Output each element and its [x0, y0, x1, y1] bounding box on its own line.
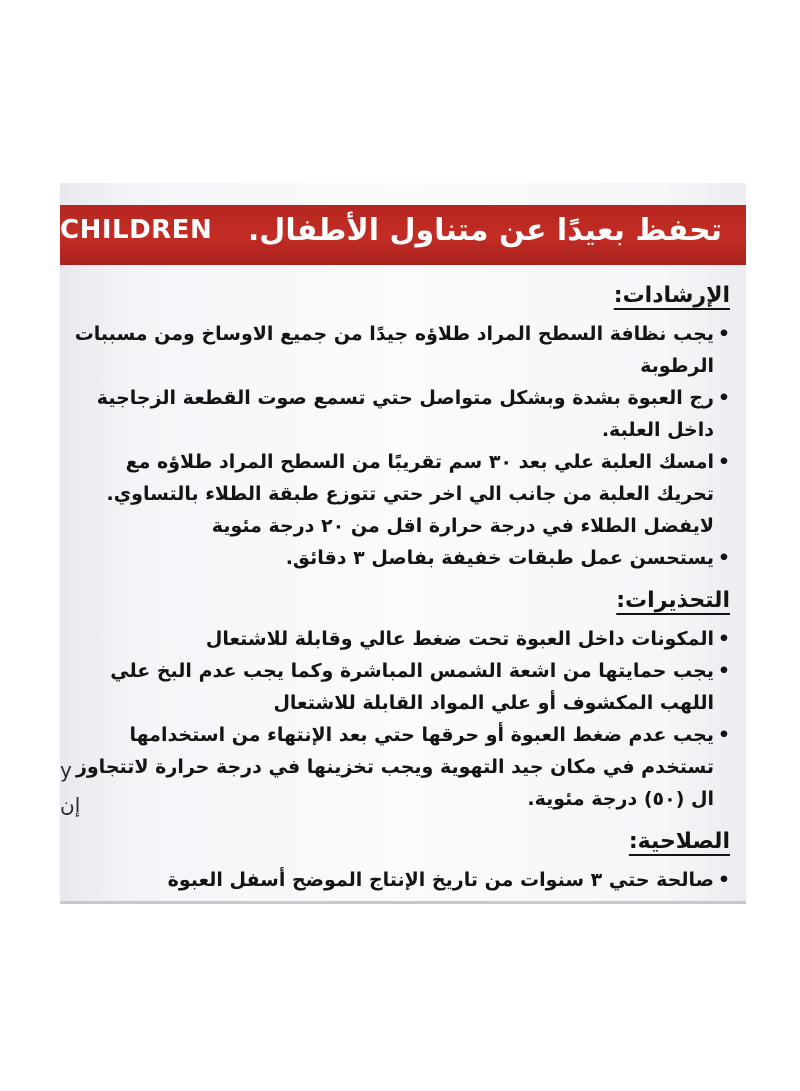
section-instructions: [70, 283, 730, 574]
list-item: • يستحسن عمل طبقات خفيفة بفاصل ٣ دقائق.: [70, 542, 730, 574]
list-item: • رج العبوة بشدة وبشكل متواصل حتي تسمع صوت القطعة الزجاجية داخل العلبة.: [70, 382, 730, 446]
list-item: • المكونات داخل العبوة تحت ضغط عالي وقابلة للاشتعال: [70, 623, 730, 655]
heading-validity: الصلاحية:: [628, 829, 730, 854]
instructions-text: [70, 283, 730, 904]
can-label: [60, 183, 746, 904]
banner-arabic-text: تحفظ بعيدًا عن متناول الأطفال.: [247, 213, 722, 248]
banner-english-text: CHILDREN: [60, 215, 213, 245]
section-validity: [70, 829, 730, 896]
side-fragment-1: y: [60, 758, 72, 782]
section-warnings: [70, 588, 730, 815]
heading-warnings: التحذيرات:: [616, 588, 730, 613]
heading-instructions: الإرشادات:: [613, 283, 730, 308]
side-fragment-2: إن: [60, 793, 81, 817]
list-item: • صالحة حتي ٣ سنوات من تاريخ الإنتاج الموضح أسفل العبوة: [70, 864, 730, 896]
list-item: • يجب حمايتها من اشعة الشمس المباشرة وكما يجب عدم البخ علي اللهب المكشوف أو علي المواد القابلة للاشتعال: [70, 655, 730, 719]
list-item: • امسك العلبة علي بعد ٣٠ سم تقريبًا من السطح المراد طلاؤه مع تحريك العلبة من جانب الي اخر حتي تتوزع طبقة الطلاء بالتساوي. لايفضل الطلاء في درجة حرارة اقل من ٢٠ درجة مئوية: [70, 446, 730, 542]
list-item: • يجب نظافة السطح المراد طلاؤه جيدًا من جميع الاوساخ ومن مسببات الرطوبة: [70, 318, 730, 382]
warning-banner: [60, 205, 746, 265]
list-item: • يجب عدم ضغط العبوة أو حرقها حتي بعد الإنتهاء من استخدامها تستخدم في مكان جيد التهوية ويجب تخزينها في درجة حرارة لاتتجاوز ال (٥٠) درجة مئوية.: [70, 719, 730, 815]
